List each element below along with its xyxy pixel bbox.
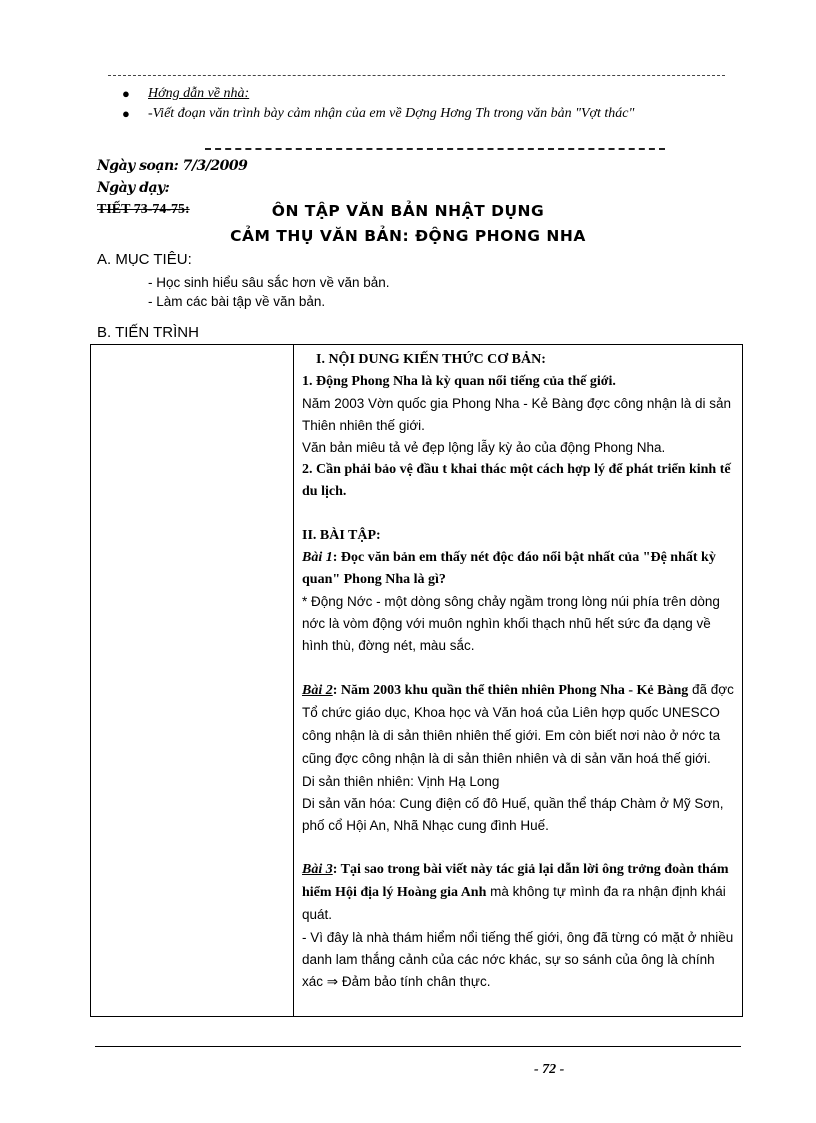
objective-item: - Học sinh hiểu sâu sắc hơn về văn bản. [148, 275, 390, 290]
arrow-right-icon: ⇒ [326, 974, 339, 989]
date-prepared: Ngày soạn: 7/3/2009 [97, 158, 248, 174]
top-dashed-rule [108, 75, 725, 76]
exercise-3-question: Bài 3: Tại sao trong bài viết này tác giả lại dẫn lời ông trởng đoàn thám hiểm Hội địa lý Hoàng gia Anh mà không tự mình đa ra nhận định khái quát. [302, 862, 729, 922]
section-a-title: A. MỤC TIÊU: [97, 251, 192, 268]
homework-text-content: -Viết đoạn văn trình bày cảm nhận của em về Dợng Hơng Th trong văn bản "Vợt thác" [148, 106, 635, 121]
exercise-3-label: Bài 3 [302, 862, 333, 877]
exercise-1-answer: * Động Nớc - một dòng sông chảy ngầm trong lòng núi phía trên dòng nớc là vòm động với muôn nghìn khối thạch nhũ hết sức đa dạng về hình thù, đờng nét, màu sắc. [302, 594, 720, 653]
homework-text [122, 104, 728, 123]
page-number: - 72 - [534, 1062, 565, 1077]
exercise-2-cultural: Di sản văn hóa: Cung điện cố đô Huế, quần thể tháp Chàm ở Mỹ Sơn, phố cổ Hội An, Nhã Nhạc cung đình Huế. [302, 796, 724, 833]
bullet-icon: ● [122, 86, 130, 101]
content-column [294, 345, 743, 1017]
page-title: ÔN TẬP VĂN BẢN NHẬT DỤNG [271, 202, 545, 220]
point1-text: Văn bản miêu tả vẻ đẹp lộng lẫy kỳ ảo của động Phong Nha. [302, 440, 666, 455]
activity-column [91, 345, 294, 1017]
point2-heading: 2. Cần phải bảo vệ đầu t khai thác một cách hợp lý để phát triển kinh tế du lịch. [302, 462, 731, 499]
exercise-1-question: Bài 1: Đọc văn bản em thấy nét độc đáo nổi bật nhất của "Đệ nhất kỳ quan" Phong Nha là gì? [302, 550, 716, 587]
date-taught: Ngày dạy: [97, 180, 170, 196]
exercise-2-natural: Di sản thiên nhiên: Vịnh Hạ Long [302, 774, 500, 789]
lesson-number: TIẾT 73-74-75: [97, 202, 190, 217]
exercise-2-question: Bài 2: Năm 2003 khu quần thể thiên nhiên Phong Nha - Kẻ Bàng đã đợc Tổ chức giáo dục, Khoa học và Văn hoá của Liên hợp quốc UNESCO công nhận là di sản thiên nhiên thế giới. Em còn biết nơi nào ở nớc ta cũng đợc công nhận là di sản thiên nhiên và di sản văn hoá thế giới. [302, 682, 734, 766]
page-subtitle: CẢM THỤ VĂN BẢN: ĐỘNG PHONG NHA [230, 227, 586, 245]
bullet-icon: ● [122, 106, 130, 121]
exercise-1-label: Bài 1 [302, 550, 333, 565]
point1-heading: 1. Động Phong Nha là kỳ quan nổi tiếng của thế giới. [302, 374, 616, 389]
lesson-table [90, 344, 743, 1017]
objective-item: - Làm các bài tập về văn bản. [148, 294, 326, 309]
exercise-3-answer: - Vì đây là nhà thám hiểm nổi tiếng thế giới, ông đã từng có mặt ở nhiều danh lam thắng cảnh của các nớc khác, sự so sánh của ông là chính xác ⇒ Đảm bảo tính chân thực. [302, 930, 734, 989]
section-b-title: B. TIẾN TRÌNH [97, 324, 199, 341]
separator-dashed-rule [205, 148, 665, 150]
exercise-2-label: Bài 2 [302, 683, 333, 698]
homework-title-text: Hớng dẫn về nhà: [148, 86, 250, 101]
footer-rule [95, 1046, 741, 1047]
homework-title [122, 86, 250, 102]
part2-title: II. BÀI TẬP: [302, 528, 381, 543]
point1-text: Năm 2003 Vờn quốc gia Phong Nha - Kẻ Bàng đợc công nhận là di sản Thiên nhiên thế giới. [302, 396, 731, 433]
part1-title: I. NỘI DUNG KIẾN THỨC CƠ BẢN: [316, 352, 546, 367]
